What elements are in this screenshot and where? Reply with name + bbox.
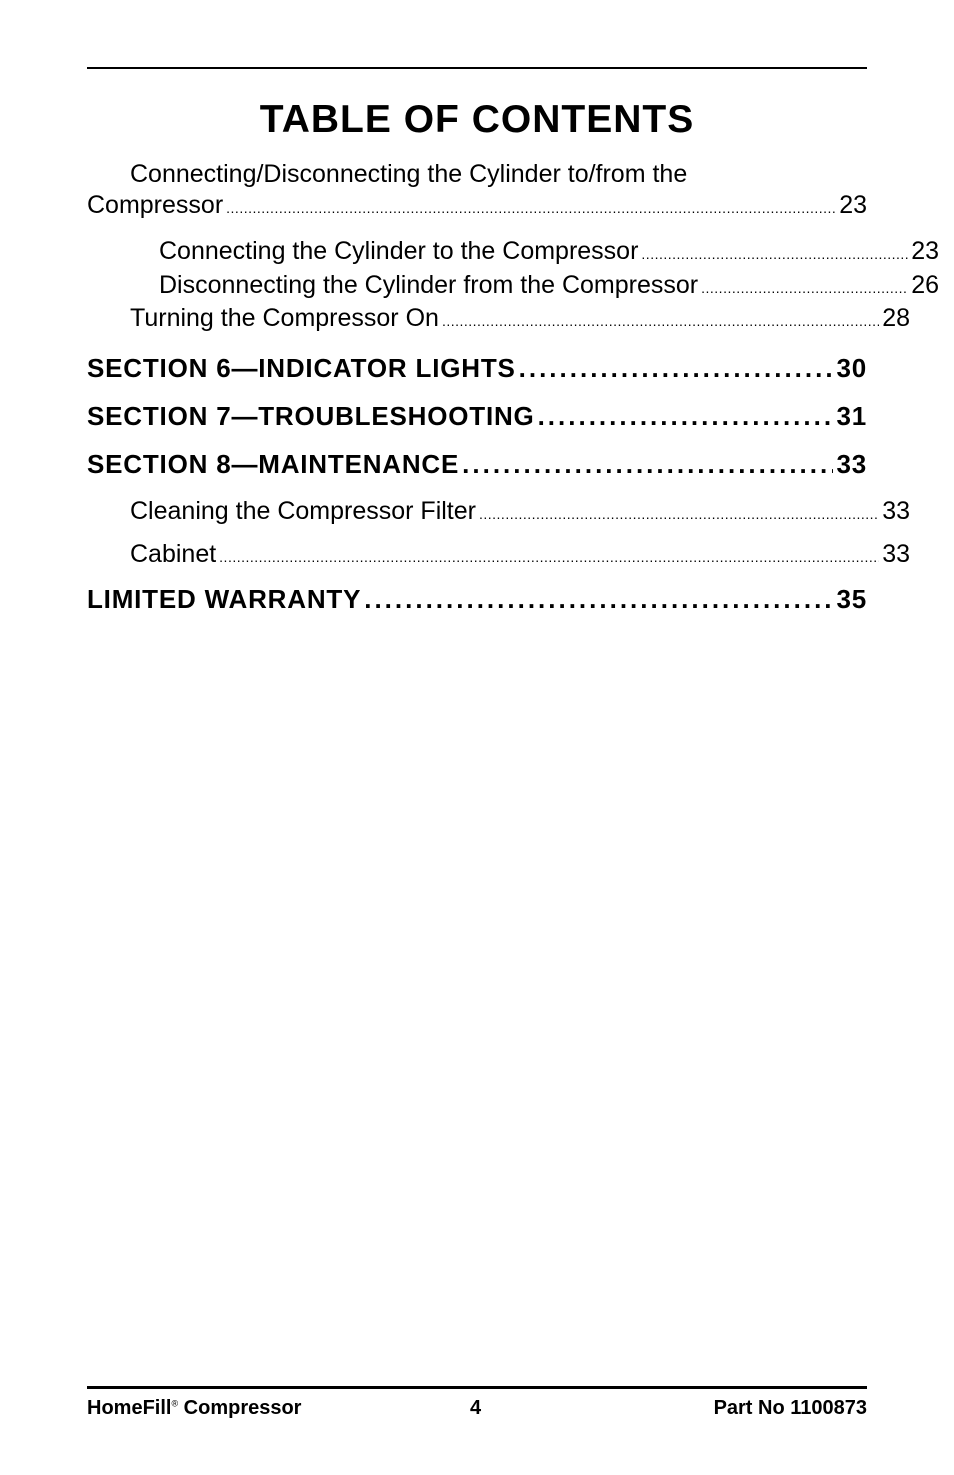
toc-entry-cabinet[interactable] — [87, 540, 910, 569]
toc-entry-label: Cleaning the Compressor Filter — [130, 497, 476, 525]
toc-page-number: 33 — [882, 540, 910, 568]
registered-mark: ® — [171, 1398, 179, 1409]
dot-leader — [519, 353, 834, 384]
footer-rule — [87, 1386, 867, 1389]
footer-product-name: HomeFill — [87, 1397, 172, 1419]
dot-leader — [226, 191, 836, 220]
toc-entry-turning-on[interactable] — [87, 304, 910, 333]
toc-entry-connecting-disconnecting[interactable] — [87, 160, 867, 220]
dot-leader — [701, 271, 908, 300]
toc-page-number: 30 — [836, 353, 867, 383]
toc-entry-label: Cabinet — [130, 540, 217, 568]
toc-page-number: 23 — [911, 237, 939, 265]
dot-leader — [364, 584, 833, 615]
toc-page-number: 23 — [839, 191, 867, 219]
toc-entry-label-continued: Compressor — [87, 191, 224, 219]
toc-section-label: SECTION 6—INDICATOR LIGHTS — [87, 353, 516, 383]
dot-leader — [442, 304, 879, 333]
toc-entry-label: Connecting the Cylinder to the Compressor — [159, 237, 639, 265]
toc-page-number: 31 — [836, 401, 867, 431]
toc-entry-cleaning-filter[interactable] — [87, 497, 910, 526]
toc-entry-label: Turning the Compressor On — [130, 304, 439, 332]
toc-section-7[interactable] — [87, 401, 867, 432]
footer-product-suffix: Compressor — [183, 1397, 302, 1419]
toc-entry-connecting-cylinder[interactable] — [87, 237, 939, 266]
toc-section-label: SECTION 7—TROUBLESHOOTING — [87, 401, 535, 431]
toc-page-number: 35 — [836, 584, 867, 614]
toc-entry-label: Connecting/Disconnecting the Cylinder to/from the — [130, 160, 688, 188]
dot-leader — [479, 497, 879, 526]
dot-leader — [462, 449, 833, 480]
toc-page-number: 26 — [911, 271, 939, 299]
toc-page-number: 33 — [836, 449, 867, 479]
dot-leader — [538, 401, 834, 432]
toc-entry-label: Disconnecting the Cylinder from the Compressor — [159, 271, 699, 299]
toc-section-8[interactable] — [87, 449, 867, 480]
toc-section-label: SECTION 8—MAINTENANCE — [87, 449, 460, 479]
toc-page-number: 33 — [882, 497, 910, 525]
page-title: TABLE OF CONTENTS — [259, 98, 695, 141]
toc-page-number: 28 — [882, 304, 910, 332]
dot-leader — [641, 237, 908, 266]
footer-product — [87, 1397, 301, 1420]
toc-entry-disconnecting-cylinder[interactable] — [87, 271, 939, 300]
toc-limited-warranty[interactable] — [87, 584, 867, 615]
dot-leader — [219, 540, 879, 569]
toc-section-6[interactable] — [87, 353, 867, 384]
toc-section-label: LIMITED WARRANTY — [87, 584, 362, 614]
top-rule — [87, 67, 867, 69]
footer-part-number: Part No 1100873 — [713, 1397, 867, 1419]
footer-page-number: 4 — [470, 1397, 482, 1419]
page-footer — [87, 1397, 867, 1420]
